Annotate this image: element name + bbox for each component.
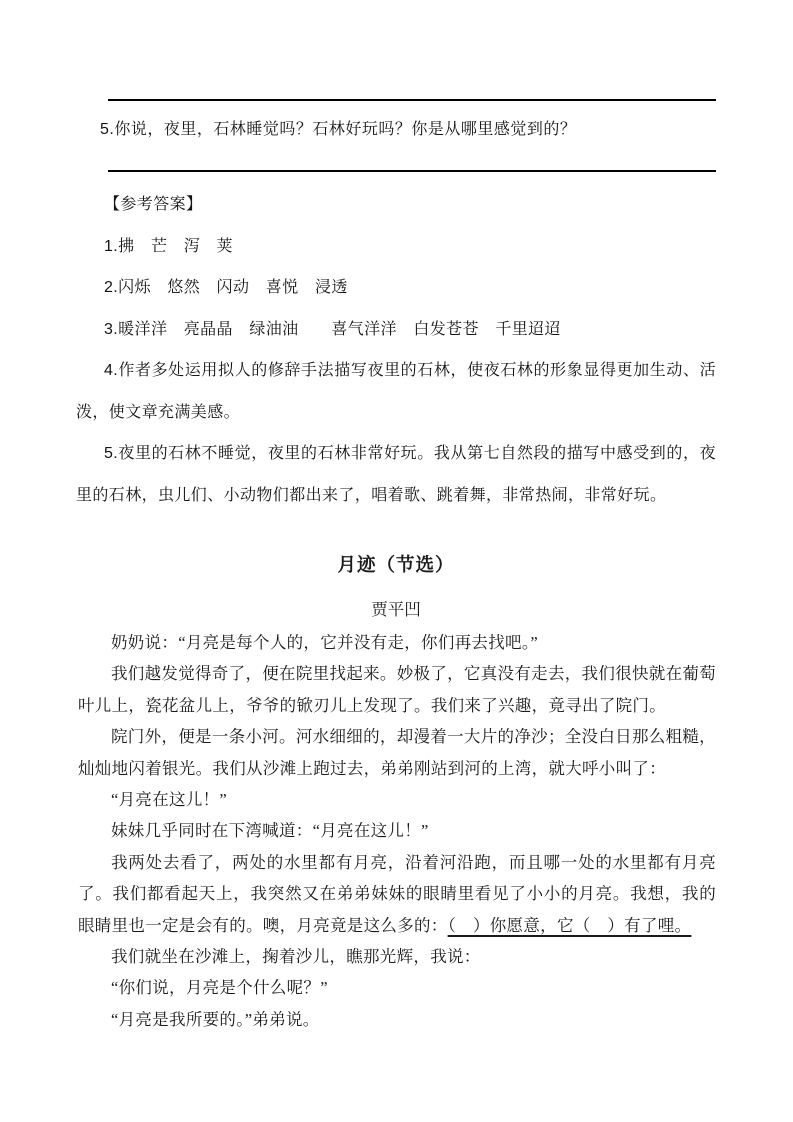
- essay-paragraph-2: 我们越发觉得奇了，便在院里找起来。妙极了，它真没有走去，我们很快就在葡萄叶儿上，瓷花盆儿上，爷爷的锨刃儿上发现了。我们来了兴趣，竟寻出了院门。: [78, 664, 716, 715]
- answer-key-header: 【参考答案】: [104, 196, 203, 213]
- question-5: 5.你说，夜里，石林睡觉吗？石林好玩吗？你是从哪里感觉到的？: [100, 121, 577, 138]
- essay-paragraph-9: “月亮是我所要的。”弟弟说。: [111, 1009, 320, 1029]
- answer-item-4: 4.作者多处运用拟人的修辞手法描写夜里的石林，使夜石林的形象显得更加生动、活泼，使文章充满美感。: [76, 362, 716, 421]
- essay-paragraph-5: 妹妹几乎同时在下湾喊道：“月亮在这儿！”: [111, 821, 429, 841]
- essay-paragraph-6-text: 我两处去看了，两处的水里都有月亮，沿着河沿跑，而且哪一处的水里都有月亮了。我们都看起天上，我突然又在弟弟妹妹的眼睛里看见了小小的月亮。我想，我的眼睛里也一定是会有的。噢，月亮竟是这么多的：: [78, 852, 716, 935]
- essay-paragraph-8: “你们说，月亮是个什么呢？”: [111, 978, 328, 998]
- answer-key-section: [76, 184, 716, 516]
- essay-body: [78, 627, 716, 1035]
- fill-in-blank-underlined: （ ）你愿意，它（ ）有了哩。: [447, 915, 692, 935]
- essay-paragraph-4: “月亮在这儿！”: [111, 790, 228, 810]
- answer-item-2: 2.闪烁 悠然 闪动 喜悦 浸透: [104, 279, 348, 296]
- essay-title: 月迹（节选）: [337, 556, 455, 576]
- bottom-divider-rule: [108, 170, 716, 172]
- essay-paragraph-7: 我们就坐在沙滩上，掬着沙儿，瞧那光辉，我说：: [111, 947, 481, 967]
- top-divider-rule: [108, 99, 716, 101]
- essay-paragraph-6: [78, 847, 716, 941]
- essay-paragraph-1: 奶奶说：“月亮是每个人的，它并没有走，你们再去找吧。”: [111, 633, 538, 652]
- essay-author: 贾平凹: [371, 600, 421, 619]
- answer-item-3: 3.暖洋洋 亮晶晶 绿油油 喜气洋洋 白发苍苍 千里迢迢: [104, 320, 561, 338]
- essay-paragraph-3: 院门外，便是一条小河。河水细细的，却漫着一大片的净沙；全没白日那么粗糙，灿灿地闪着银光。我们从沙滩上跑过去，弟弟刚站到河的上湾，就大呼小叫了：: [78, 727, 716, 778]
- answer-item-1: 1.拂 芒 泻 荚: [104, 237, 233, 255]
- answer-item-5: 5.夜里的石林不睡觉，夜里的石林非常好玩。我从第七自然段的描写中感受到的，夜里的石林，虫儿们、小动物们都出来了，唱着歌、跳着舞，非常热闹，非常好玩。: [76, 445, 716, 504]
